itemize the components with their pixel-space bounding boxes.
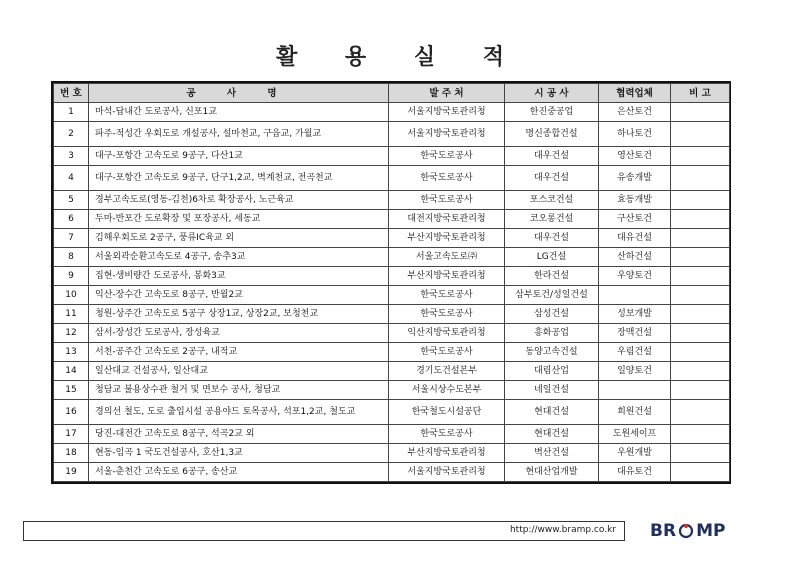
cell-project-name: 서울-춘천간 고속도로 6공구, 송산교 <box>89 463 389 482</box>
cell-project-name: 대구-포항간 고속도로 9공구, 다산1교 <box>89 147 389 166</box>
cell-partner <box>599 381 671 400</box>
cell-client: 한국도로공사 <box>389 305 505 324</box>
table-row <box>54 191 730 210</box>
cell-contractor: 한라건설 <box>505 267 599 286</box>
table-row <box>54 324 730 343</box>
cell-contractor: 한진중공업 <box>505 103 599 122</box>
table-header-row <box>54 84 730 103</box>
cell-partner: 장맥건설 <box>599 324 671 343</box>
cell-partner: 영산토건 <box>599 147 671 166</box>
cell-client: 한국철도시설공단 <box>389 400 505 425</box>
cell-project-name: 삼서-장성간 도로공사, 장성육교 <box>89 324 389 343</box>
cell-partner: 희원건설 <box>599 400 671 425</box>
cell-project-name: 대구-포항간 고속도로 9공구, 단구1,2교, 벽계천교, 전곡천교 <box>89 166 389 191</box>
cell-note <box>671 425 730 444</box>
cell-contractor: 현대건설 <box>505 400 599 425</box>
cell-contractor: 벽산건설 <box>505 444 599 463</box>
table-row <box>54 381 730 400</box>
cell-no: 5 <box>54 191 89 210</box>
cell-no: 3 <box>54 147 89 166</box>
cell-project-name: 파주-적성간 우회도로 개설공사, 설마천교, 구읍교, 가월교 <box>89 122 389 147</box>
cell-partner: 하나토건 <box>599 122 671 147</box>
cell-partner: 우양토건 <box>599 267 671 286</box>
table-row <box>54 267 730 286</box>
cell-client: 서울고속도로㈜ <box>389 248 505 267</box>
header-project-name: 공 사 명 <box>89 84 389 103</box>
cell-partner: 우림건설 <box>599 343 671 362</box>
cell-client: 부산지방국토관리청 <box>389 229 505 248</box>
header-note: 비 고 <box>671 84 730 103</box>
cell-no: 8 <box>54 248 89 267</box>
cell-client: 대전지방국토관리청 <box>389 210 505 229</box>
cell-client: 부산지방국토관리청 <box>389 267 505 286</box>
cell-contractor: 네일건설 <box>505 381 599 400</box>
cell-project-name: 집현-생비량간 도로공사, 봉화3교 <box>89 267 389 286</box>
cell-project-name: 서천-공주간 고속도로 2공구, 내적교 <box>89 343 389 362</box>
cell-note <box>671 248 730 267</box>
cell-no: 11 <box>54 305 89 324</box>
cell-contractor: 코오롱건설 <box>505 210 599 229</box>
table-row <box>54 210 730 229</box>
cell-project-name: 당진-대전간 고속도로 8공구, 석곡2교 외 <box>89 425 389 444</box>
cell-client: 서울지방국토관리청 <box>389 463 505 482</box>
cell-client: 한국도로공사 <box>389 166 505 191</box>
cell-no: 7 <box>54 229 89 248</box>
cell-client: 경기도건설본부 <box>389 362 505 381</box>
table-row <box>54 305 730 324</box>
cell-project-name: 마석-답내간 도로공사, 신포1교 <box>89 103 389 122</box>
cell-note <box>671 324 730 343</box>
cell-project-name: 두마-반포간 도로확장 및 포장공사, 세동교 <box>89 210 389 229</box>
cell-no: 9 <box>54 267 89 286</box>
cell-partner: 산하건설 <box>599 248 671 267</box>
cell-no: 14 <box>54 362 89 381</box>
cell-contractor: 포스코건설 <box>505 191 599 210</box>
cell-no: 17 <box>54 425 89 444</box>
cell-partner: 구산토건 <box>599 210 671 229</box>
table-row <box>54 122 730 147</box>
cell-client: 서울지방국토관리청 <box>389 122 505 147</box>
cell-partner: 일양토건 <box>599 362 671 381</box>
cell-client: 한국도로공사 <box>389 147 505 166</box>
cell-project-name: 현동-임곡 1 국도건설공사, 호산1,3교 <box>89 444 389 463</box>
cell-no: 10 <box>54 286 89 305</box>
cell-contractor: 동양고속건설 <box>505 343 599 362</box>
table-row <box>54 463 730 482</box>
cell-project-name: 김해우회도로 2공구, 풍류IC육교 외 <box>89 229 389 248</box>
table-row <box>54 166 730 191</box>
company-logo <box>650 518 780 544</box>
cell-contractor: 현대산업개발 <box>505 463 599 482</box>
cell-partner: 도원세이프 <box>599 425 671 444</box>
cell-project-name: 익산-장수간 고속도로 8공구, 반월2교 <box>89 286 389 305</box>
cell-client: 익산지방국토관리청 <box>389 324 505 343</box>
cell-contractor: LG건설 <box>505 248 599 267</box>
cell-note <box>671 122 730 147</box>
cell-contractor: 흥화공업 <box>505 324 599 343</box>
cell-partner: 효동개발 <box>599 191 671 210</box>
cell-no: 15 <box>54 381 89 400</box>
cell-note <box>671 191 730 210</box>
cell-no: 18 <box>54 444 89 463</box>
header-client: 발 주 처 <box>389 84 505 103</box>
table-row <box>54 248 730 267</box>
cell-project-name: 청원-상주간 고속도로 5공구 상장1교, 상장2교, 보청천교 <box>89 305 389 324</box>
cell-partner: 유송개발 <box>599 166 671 191</box>
table-row <box>54 444 730 463</box>
cell-no: 13 <box>54 343 89 362</box>
cell-note <box>671 362 730 381</box>
cell-note <box>671 343 730 362</box>
table-body <box>54 103 730 482</box>
cell-partner: 대유건설 <box>599 229 671 248</box>
cell-note <box>671 210 730 229</box>
cell-note <box>671 381 730 400</box>
cell-project-name: 경부고속도로(영동-김천)6차로 확장공사, 노근육교 <box>89 191 389 210</box>
cell-client: 부산지방국토관리청 <box>389 444 505 463</box>
cell-note <box>671 286 730 305</box>
cell-client: 한국도로공사 <box>389 343 505 362</box>
table-row <box>54 343 730 362</box>
logo-text-right: MP <box>696 521 726 541</box>
cell-contractor: 삼성건설 <box>505 305 599 324</box>
cell-no: 12 <box>54 324 89 343</box>
cell-no: 16 <box>54 400 89 425</box>
cell-contractor: 대우건설 <box>505 166 599 191</box>
logo-text-left: BR <box>650 521 677 541</box>
cell-partner: 대유토건 <box>599 463 671 482</box>
cell-note <box>671 229 730 248</box>
cell-no: 4 <box>54 166 89 191</box>
cell-client: 서울지방국토관리청 <box>389 103 505 122</box>
page-title: 활 용 실 적 <box>276 45 524 70</box>
cell-client: 한국도로공사 <box>389 286 505 305</box>
table-row <box>54 362 730 381</box>
table-row <box>54 147 730 166</box>
cell-partner: 성보개발 <box>599 305 671 324</box>
cell-note <box>671 267 730 286</box>
cell-note <box>671 444 730 463</box>
cell-note <box>671 166 730 191</box>
cell-partner: 우원개발 <box>599 444 671 463</box>
cell-contractor: 대림산업 <box>505 362 599 381</box>
cell-project-name: 경의선 철도, 도로 출입시설 공용야드 토목공사, 석포1,2교, 철도교 <box>89 400 389 425</box>
header-contractor: 시 공 사 <box>505 84 599 103</box>
table-row <box>54 229 730 248</box>
cell-project-name: 일산대교 건설공사, 일산대교 <box>89 362 389 381</box>
website-link[interactable]: http://www.bramp.co.kr <box>509 525 616 535</box>
cell-contractor: 삼부토건/성일건설 <box>505 286 599 305</box>
cell-contractor: 대우건설 <box>505 229 599 248</box>
cell-note <box>671 147 730 166</box>
cell-client: 한국도로공사 <box>389 425 505 444</box>
cell-note <box>671 400 730 425</box>
cell-client: 서울시상수도본부 <box>389 381 505 400</box>
cell-no: 1 <box>54 103 89 122</box>
cell-client: 한국도로공사 <box>389 191 505 210</box>
cell-partner: 은산토건 <box>599 103 671 122</box>
cell-no: 6 <box>54 210 89 229</box>
cell-note <box>671 103 730 122</box>
cell-contractor: 대우건설 <box>505 147 599 166</box>
footer-bar <box>23 521 625 541</box>
table-row <box>54 103 730 122</box>
table-row <box>54 286 730 305</box>
cell-contractor: 현대건설 <box>505 425 599 444</box>
cell-project-name: 청담교 불용상수관 철거 및 면보수 공사, 청담교 <box>89 381 389 400</box>
cell-project-name: 서울외곽순환고속도로 4공구, 송추3교 <box>89 248 389 267</box>
logo-mark-icon <box>678 523 694 539</box>
cell-note <box>671 305 730 324</box>
cell-contractor: 명신종합건설 <box>505 122 599 147</box>
cell-note <box>671 463 730 482</box>
header-partner: 협력업체 <box>599 84 671 103</box>
cell-no: 19 <box>54 463 89 482</box>
table-row <box>54 425 730 444</box>
cell-partner <box>599 286 671 305</box>
table-row <box>54 400 730 425</box>
header-no: 번 호 <box>54 84 89 103</box>
cell-no: 2 <box>54 122 89 147</box>
performance-table <box>51 81 731 484</box>
